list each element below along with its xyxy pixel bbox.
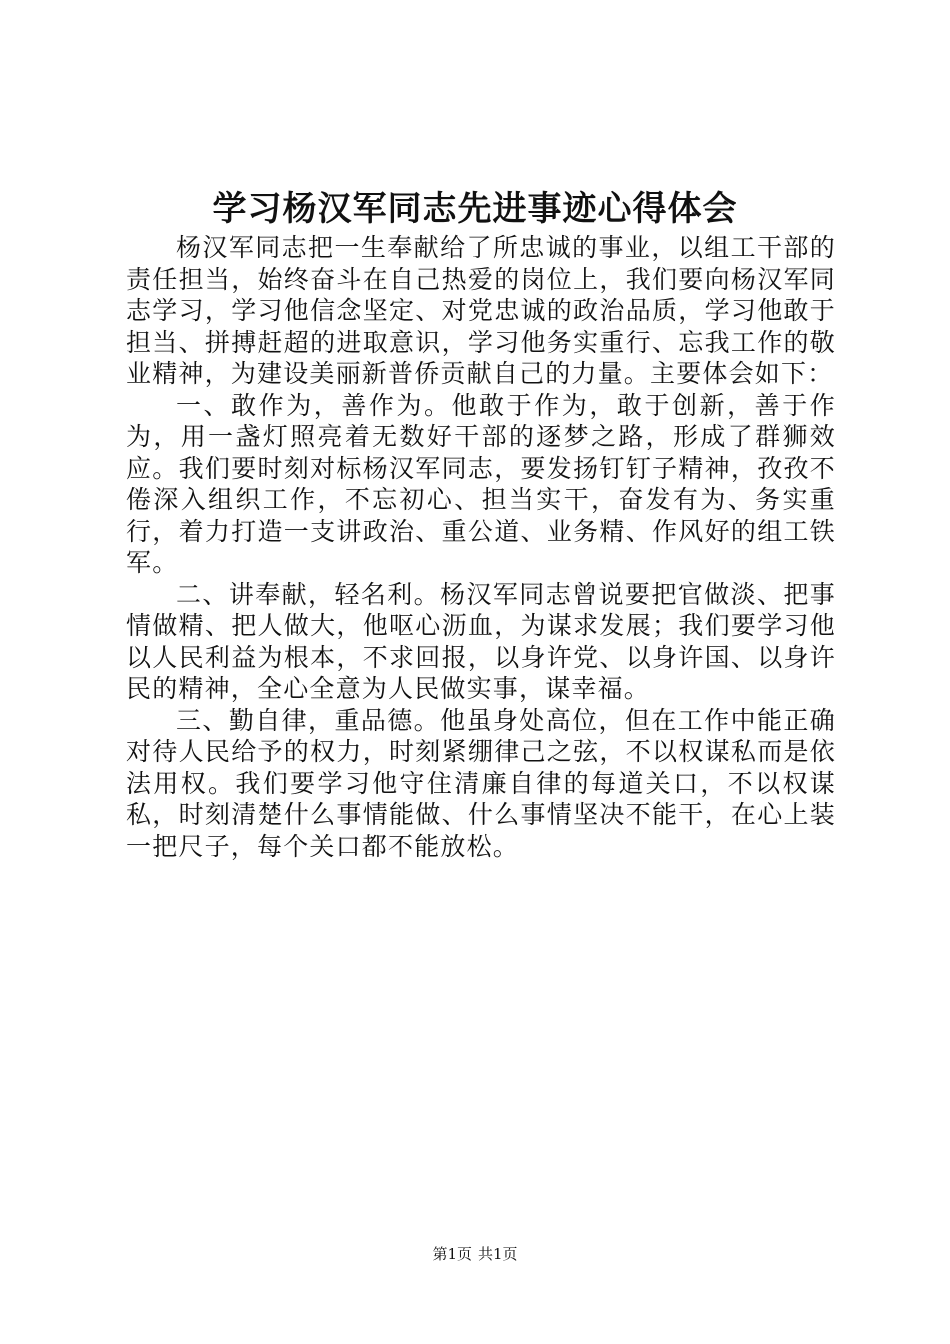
paragraph-point-two: 二、讲奉献，轻名利。杨汉军同志曾说要把官做淡、把事情做精、把人做大，他呕心沥血，为谋求发展；我们要学习他以人民利益为根本，不求回报，以身许党、以身许国、以身许民的精神，全心全意为人民做实事，谋幸福。	[126, 579, 836, 703]
document-body	[126, 232, 836, 862]
paragraph-point-three: 三、勤自律，重品德。他虽身处高位，但在工作中能正确对待人民给予的权力，时刻紧绷律己之弦，不以权谋私而是依法用权。我们要学习他守住清廉自律的每道关口，不以权谋私，时刻清楚什么事情能做、什么事情坚决不能干，在心上装一把尺子，每个关口都不能放松。	[126, 705, 836, 861]
page-footer	[0, 1244, 950, 1264]
page-number: 第1页	[432, 1245, 472, 1263]
document-title: 学习杨汉军同志先进事迹心得体会	[212, 189, 738, 229]
page-total: 共1页	[478, 1245, 518, 1263]
paragraph-point-one: 一、敢作为，善作为。他敢于作为，敢于创新，善于作为，用一盏灯照亮着无数好干部的逐梦之路，形成了群狮效应。我们要时刻对标杨汉军同志，要发扬钉钉子精神，孜孜不倦深入组织工作，不忘初心、担当实干，奋发有为、务实重行，着力打造一支讲政治、重公道、业务精、作风好的组工铁军。	[126, 390, 836, 577]
paragraph-intro: 杨汉军同志把一生奉献给了所忠诚的事业，以组工干部的责任担当，始终奋斗在自己热爱的岗位上，我们要向杨汉军同志学习，学习他信念坚定、对党忠诚的政治品质，学习他敢于担当、拼搏赶超的进取意识，学习他务实重行、忘我工作的敬业精神，为建设美丽新普侨贡献自己的力量。主要体会如下：	[126, 233, 836, 388]
